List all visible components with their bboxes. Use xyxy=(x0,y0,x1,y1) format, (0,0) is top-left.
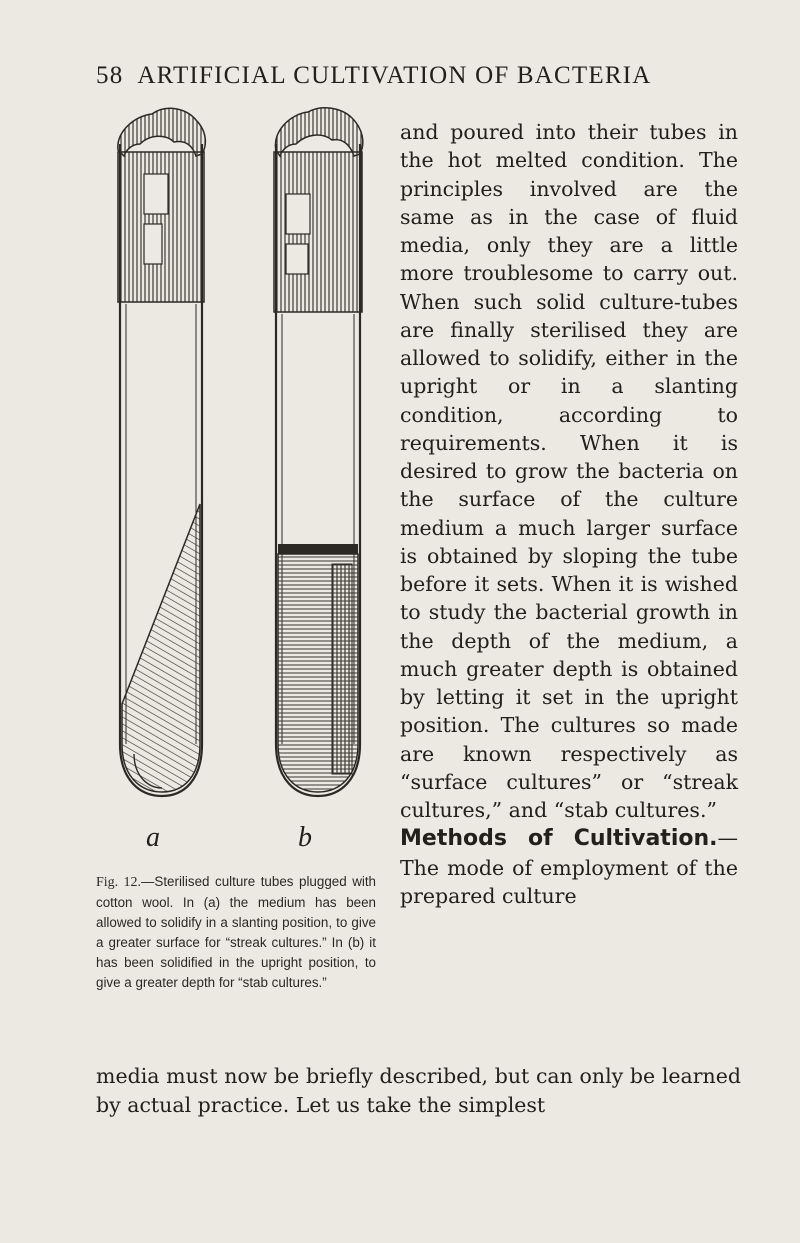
figure-label-a: a xyxy=(146,822,160,853)
figure-culture-tubes xyxy=(104,104,386,866)
page-number: 58 xyxy=(96,62,124,89)
tube-b xyxy=(274,108,363,796)
body-text-column xyxy=(400,118,738,910)
figure-caption-text: —Sterilised culture tubes plugged with cotton wool. In (a) the medium has been allowed to solidify in a slanting position, to give a greater surface for “streak cultures.” In (b) it has been solidified in the upright position, to give a greater depth for “stab cultures.” xyxy=(96,874,377,990)
tube-a xyxy=(118,108,206,796)
figure-label-b: b xyxy=(298,822,312,853)
body-paragraph-continued: media must now be briefly described, but can only be learned by actual practice. Let us take the simplest xyxy=(96,1064,741,1117)
running-header xyxy=(96,62,736,96)
section-start-text: —The mode of employment of the prepared culture xyxy=(400,826,738,908)
figure-caption xyxy=(96,872,376,993)
figure-caption-lead: Fig. 12. xyxy=(96,875,141,890)
body-paragraph: and poured into their tubes in the hot melted condition. The principles involved are the same as in the case of fluid media, only they are a little more troublesome to carry out. When such solid culture-tubes are finally sterilised they are allowed to solidify, either in the upright or in a slanting condition, according to requirements. When it is desired to grow the bacteria on the surface of the culture medium a much larger surface is obtained by sloping the tube before it sets. When it is wished to study the bacterial growth in the depth of the medium, a much greater depth is obtained by letting it set in the upright position. The cultures so made are known respectively as “surface cultures” or “streak cultures,” and “stab cultures.” xyxy=(400,120,738,822)
section-title: Methods of Cultivation. xyxy=(400,826,718,852)
running-title: ARTIFICIAL CULTIVATION OF BACTERIA xyxy=(137,62,652,89)
body-text-full-width xyxy=(96,1062,741,1119)
culture-tubes-illustration xyxy=(104,104,386,824)
section-paragraph xyxy=(400,824,738,910)
